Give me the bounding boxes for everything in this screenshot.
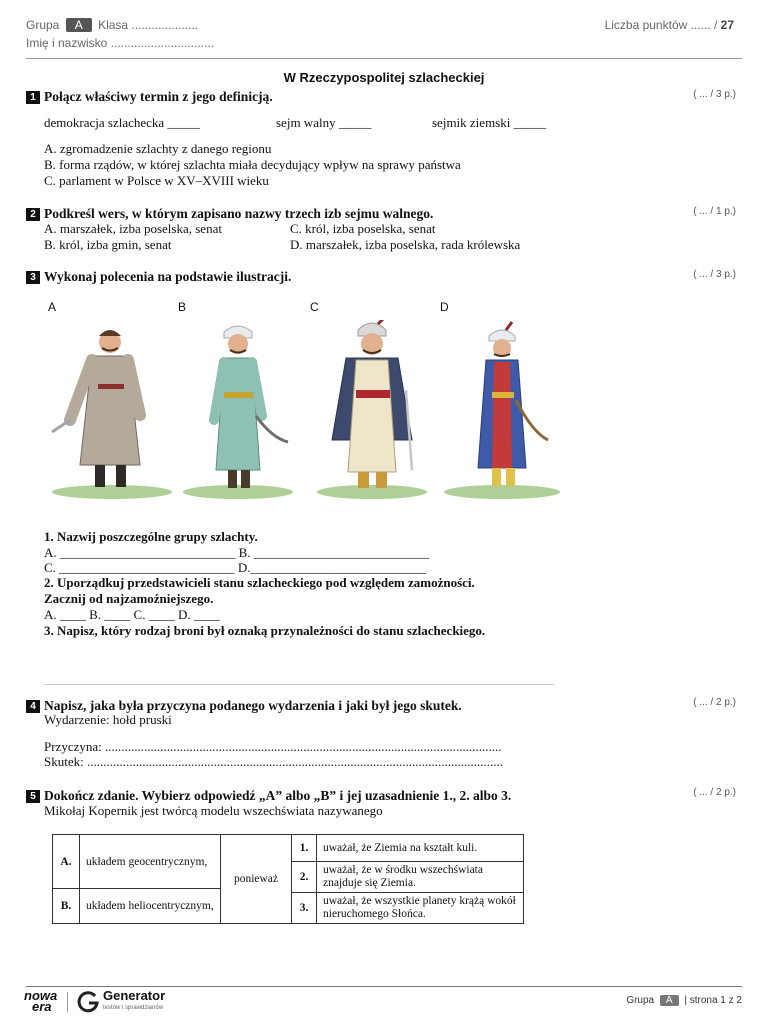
task-2: 2. Uporządkuj przedstawicieli stanu szlacheckiego pod względem zamożności. (44, 575, 475, 590)
question-number: 2 (26, 208, 40, 221)
answer-line: A. ____ B. ____ C. ____ D. ____ (44, 607, 220, 622)
answer-line: C. ___________________________ D.___________________________ (44, 560, 427, 575)
question-number: 1 (26, 91, 40, 104)
footer-group-badge: A (660, 995, 679, 1006)
option-a-label: A. (53, 835, 80, 889)
figure-b-middle-noble (183, 326, 293, 499)
term-item: demokracja szlachecka _____ (44, 115, 200, 130)
reason-2-label: 2. (292, 862, 317, 893)
points-box: ( ... / 2 p.) (693, 697, 736, 708)
figure-a-poor-noble (52, 330, 172, 499)
logo-nowa: nowa (24, 988, 58, 1003)
footer-divider (26, 986, 742, 987)
question-number: 5 (26, 790, 40, 803)
footer-group-label: Grupa (626, 995, 655, 1006)
name-field: Imię i nazwisko ............................... (26, 36, 215, 50)
nobles-illustration (40, 320, 570, 505)
task-2-continued: Zacznij od najzamożniejszego. (44, 591, 214, 606)
option-item: D. marszałek, izba poselska, rada królewska (290, 237, 521, 252)
question-number: 3 (26, 271, 40, 284)
event-text: Wydarzenie: hołd pruski (44, 712, 172, 727)
question-text: Napisz, jaka była przyczyna podanego wydarzenia i jaki był jego skutek. (44, 698, 462, 713)
figure-label: A (48, 300, 57, 314)
class-field: Klasa .................... (98, 18, 199, 32)
group-label: Grupa (26, 18, 60, 32)
term-item: sejmik ziemski _____ (432, 115, 547, 130)
group-badge: A (66, 18, 92, 32)
question-text: Wykonaj polecenia na podstawie ilustracji. (44, 269, 292, 284)
question-3 (26, 268, 291, 286)
task-1: 1. Nazwij poszczególne grupy szlachty. (44, 529, 258, 544)
option-a-text: układem geocentrycznym, (80, 835, 221, 889)
figure-label: D (440, 300, 449, 314)
option-item: A. marszałek, izba poselska, senat (44, 221, 222, 236)
option-b-label: B. (53, 889, 80, 924)
figure-label: C (310, 300, 319, 314)
header-group (26, 18, 198, 32)
page-number: | strona 1 z 2 (684, 995, 742, 1006)
reason-1-label: 1. (292, 835, 317, 862)
generator-logo (103, 990, 165, 1014)
task-3: 3. Napisz, który rodzaj broni był oznaką przynależności do stanu szlacheckiego. (44, 623, 486, 638)
question-text: Podkreśl wers, w którym zapisano nazwy trzech izb sejmu walnego. (44, 206, 434, 221)
reason-2-text: uważał, że w środku wszechświata znajduje się Ziemia. (317, 862, 524, 893)
logo-separator (67, 992, 68, 1012)
figure-label: B (178, 300, 187, 314)
effect-line: Skutek: ................................................................................................................................ (44, 754, 503, 769)
points-box: ( ... / 1 p.) (693, 206, 736, 217)
answer-table (52, 834, 524, 924)
figure-c-magnate (317, 320, 427, 499)
footer-page-info (626, 995, 742, 1006)
points-total: 27 (720, 18, 734, 32)
points-box: ( ... / 2 p.) (693, 787, 736, 798)
answer-divider (44, 684, 554, 685)
term-item: sejm walny _____ (276, 115, 372, 130)
reason-3-label: 3. (292, 893, 317, 924)
page-title: W Rzeczypospolitej szlacheckiej (283, 70, 485, 85)
reason-3-text: uważał, że wszystkie planety krążą wokół nieruchomego Słońca. (317, 893, 524, 924)
definition-item: B. forma rządów, w której szlachta miała decydujący wpływ na sprawy państwa (44, 157, 461, 172)
question-text: Dokończ zdanie. Wybierz odpowiedź „A” albo „B” i jej uzasadnienie 1., 2. albo 3. (44, 788, 512, 803)
figure-d-wealthy-noble (444, 322, 560, 499)
option-item: C. król, izba poselska, senat (290, 221, 436, 236)
generator-g-icon (76, 990, 100, 1014)
reason-1-text: uważał, że Ziemia na kształt kuli. (317, 835, 524, 862)
points-label: Liczba punktów ...... / (604, 18, 718, 32)
question-text: Połącz właściwy termin z jego definicją. (44, 89, 273, 104)
because-cell: ponieważ (221, 835, 292, 924)
option-item: B. król, izba gmin, senat (44, 237, 172, 252)
cause-line: Przyczyna: .......................................................................................................................... (44, 739, 502, 754)
answer-line: A. ___________________________ B. ___________________________ (44, 545, 430, 560)
question-number: 4 (26, 700, 40, 713)
definition-item: C. parlament w Polsce w XV–XVIII wieku (44, 173, 269, 188)
points-box: ( ... / 3 p.) (693, 89, 736, 100)
definition-item: A. zgromadzenie szlachty z danego regionu (44, 141, 272, 156)
points-summary (605, 18, 734, 32)
sentence-text: Mikołaj Kopernik jest twórcą modelu wszechświata nazywanego (44, 803, 383, 818)
points-box: ( ... / 3 p.) (693, 269, 736, 280)
header-divider (26, 58, 742, 59)
generator-subtitle: testów i sprawdzianów (103, 1005, 164, 1011)
nowa-era-logo (24, 990, 57, 1012)
logo-era: era (32, 999, 52, 1014)
question-1 (26, 88, 273, 106)
generator-title: Generator (103, 988, 166, 1003)
option-b-text: układem heliocentrycznym, (80, 889, 221, 924)
